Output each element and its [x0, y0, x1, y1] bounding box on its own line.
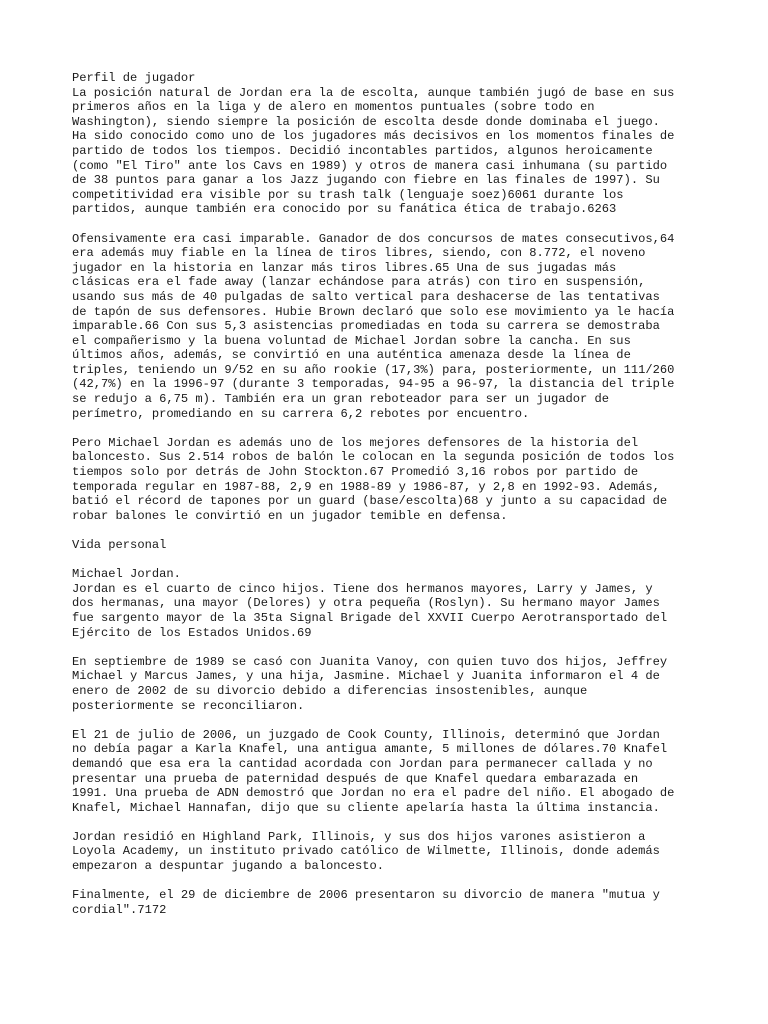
paragraph-perfil — [72, 71, 712, 217]
paragraph-matrimonio — [72, 655, 712, 713]
text-line: empezaron a despuntar jugando a baloncesto. — [72, 859, 385, 874]
text-line: de 38 puntos para ganar a los Jazz jugando con fiebre en las finales de 1997). Su — [72, 173, 660, 188]
paragraph-knafel — [72, 728, 712, 816]
text-line: imparable.66 Con sus 5,3 asistencias promediadas en toda su carrera se demostraba — [72, 319, 660, 334]
text-line: presentar una prueba de paternidad después de que Knafel quedara embarazada en — [72, 771, 639, 786]
text-line: Washington), siendo siempre la posición de escolta desde donde dominaba el juego. — [72, 114, 660, 129]
text-line: Jordan residió en Highland Park, Illinois, y sus dos hijos varones asistieron a — [72, 829, 646, 844]
text-line: últimos años, además, se convirtió en una auténtica amenaza desde la línea de — [72, 348, 631, 363]
text-line: usando sus más de 40 pulgadas de salto vertical para deshacerse de las tentativas — [72, 289, 660, 304]
text-line: triples, teniendo un 9/52 en su año rookie (17,3%) para, posteriormente, un 111/260 — [72, 362, 675, 377]
text-line: demandó que esa era la cantidad acordada con Jordan para permanecer callada y no — [72, 756, 653, 771]
text-line: posteriormente se reconciliaron. — [72, 698, 305, 713]
text-line: Pero Michael Jordan es además uno de los mejores defensores de la historia del — [72, 435, 639, 450]
text-line: (como "El Tiro" ante los Cavs en 1989) y otros de manera casi inhumana (su partido — [72, 158, 668, 173]
paragraph-ofensiva — [72, 232, 712, 422]
text-line: tiempos solo por detrás de John Stockton.67 Promedió 3,16 robos por partido de — [72, 465, 639, 480]
text-line: temporada regular en 1987-88, 2,9 en 1988-89 y 1986-87, y 2,8 en 1992-93. Además, — [72, 479, 660, 494]
text-line: competitividad era visible por su trash talk (lenguaje soez)6061 durante los — [72, 187, 624, 202]
text-line: 1991. Una prueba de ADN demostró que Jordan no era el padre del niño. El abogado de — [72, 786, 675, 801]
paragraph-familia — [72, 567, 712, 640]
text-line: Knafel, Michael Hannafan, dijo que su cliente apelaría hasta la última instancia. — [72, 800, 660, 815]
paragraph-residencia — [72, 830, 712, 874]
document-page — [72, 71, 712, 932]
text-line: Jordan es el cuarto de cinco hijos. Tiene dos hermanos mayores, Larry y James, y — [72, 581, 653, 596]
paragraph-vida-personal-heading — [72, 538, 712, 553]
text-line: Loyola Academy, un instituto privado católico de Wilmette, Illinois, donde además — [72, 844, 660, 859]
section-heading-perfil: Perfil de jugador — [72, 71, 196, 85]
text-line: Michael Jordan. — [72, 567, 181, 582]
text-line: jugador en la historia en lanzar más tiros libres.65 Una de sus jugadas más — [72, 260, 617, 275]
section-heading-vida-personal: Vida personal — [72, 538, 167, 552]
text-line: (42,7%) en la 1996-97 (durante 3 temporadas, 94-95 a 96-97, la distancia del triple — [72, 377, 675, 392]
text-line: cordial".7172 — [72, 902, 167, 917]
text-line: partido de todos los tiempos. Decidió incontables partidos, algunos heroicamente — [72, 143, 653, 158]
text-line: enero de 2002 de su divorcio debido a diferencias insostenibles, aunque — [72, 683, 588, 698]
text-line: dos hermanas, una mayor (Delores) y otra pequeña (Roslyn). Su hermano mayor James — [72, 596, 660, 611]
text-line: primeros años en la liga y de alero en momentos puntuales (sobre todo en — [72, 100, 595, 115]
text-line: el compañerismo y la buena voluntad de Michael Jordan sobre la cancha. En sus — [72, 333, 631, 348]
text-line: Ofensivamente era casi imparable. Ganador de dos concursos de mates consecutivos,64 — [72, 231, 675, 246]
text-line: era además muy fiable en la línea de tiros libres, siendo, con 8.772, el noveno — [72, 246, 646, 261]
text-line: robar balones le convirtió en un jugador temible en defensa. — [72, 508, 508, 523]
text-line: Michael y Marcus James, y una hija, Jasmine. Michael y Juanita informaron el 4 de — [72, 669, 660, 684]
text-line: baloncesto. Sus 2.514 robos de balón le colocan en la segunda posición de todos los — [72, 450, 675, 465]
text-line: partidos, aunque también era conocido por su fanática ética de trabajo.6263 — [72, 202, 617, 217]
paragraph-defensa — [72, 436, 712, 524]
text-line: El 21 de julio de 2006, un juzgado de Cook County, Illinois, determinó que Jordan — [72, 727, 660, 742]
text-line: de tapón de sus defensores. Hubie Brown declaró que solo ese movimiento ya le hacía — [72, 304, 675, 319]
text-line: perímetro, promediando en su carrera 6,2 rebotes por encuentro. — [72, 406, 530, 421]
text-line: se redujo a 6,75 m). También era un gran reboteador para ser un jugador de — [72, 392, 610, 407]
text-line: Finalmente, el 29 de diciembre de 2006 presentaron su divorcio de manera "mutua y — [72, 888, 660, 903]
paragraph-divorcio — [72, 888, 712, 917]
text-line: Ha sido conocido como uno de los jugadores más decisivos en los momentos finales de — [72, 129, 675, 144]
text-line: batió el récord de tapones por un guard (base/escolta)68 y junto a su capacidad de — [72, 494, 668, 509]
text-line: no debía pagar a Karla Knafel, una antigua amante, 5 millones de dólares.70 Knafel — [72, 742, 668, 757]
text-line: clásicas era el fade away (lanzar echándose para atrás) con tiro en suspensión, — [72, 275, 646, 290]
text-line: Ejército de los Estados Unidos.69 — [72, 625, 312, 640]
text-line: La posición natural de Jordan era la de escolta, aunque también jugó de base en sus — [72, 85, 675, 100]
text-line: fue sargento mayor de la 35ta Signal Brigade del XXVII Cuerpo Aerotransportado del — [72, 610, 668, 625]
text-line: En septiembre de 1989 se casó con Juanita Vanoy, con quien tuvo dos hijos, Jeffrey — [72, 654, 668, 669]
